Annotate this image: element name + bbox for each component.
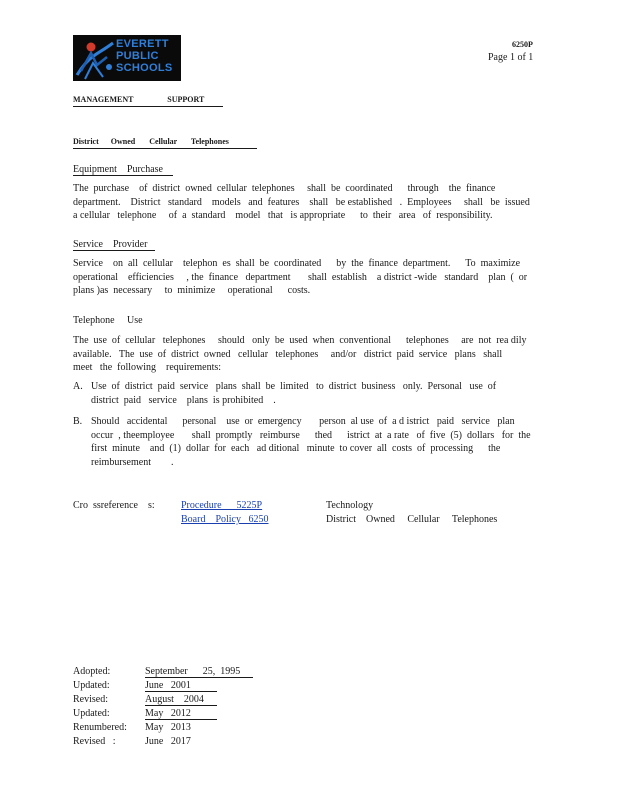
- district-logo: [73, 35, 181, 81]
- history-label: Updated:: [73, 680, 110, 691]
- policy-number: 6250P: [512, 40, 533, 49]
- category-underline: [73, 106, 223, 107]
- section-category: MANAGEMENT SUPPORT: [73, 95, 205, 104]
- swoosh-figure-icon: [73, 35, 117, 81]
- history-label: Renumbered:: [73, 722, 127, 733]
- history-date: September 25, 1995: [145, 666, 241, 677]
- history-date-underline: [145, 719, 217, 720]
- procedure-description: Technology: [326, 500, 374, 511]
- history-date-underline: [145, 705, 217, 706]
- history-date: May 2012: [145, 708, 191, 719]
- history-date-underline: [145, 677, 253, 678]
- page-indicator: Page 1 of 1: [488, 52, 534, 63]
- cross-reference-label: Cro ssreference s:: [73, 500, 155, 511]
- equipment-heading: Equipment Purchase: [73, 164, 163, 175]
- history-label: Revised :: [73, 736, 116, 747]
- history-date: May 2013: [145, 722, 191, 733]
- document-title: District Owned Cellular Telephones: [73, 137, 229, 146]
- history-date: August 2004: [145, 694, 204, 705]
- procedure-5225p-link[interactable]: Procedure 5225P: [181, 500, 263, 511]
- history-label: Revised:: [73, 694, 108, 705]
- service-paragraph: Service on all cellular telephon es shall be coordinated by the finance department. To maximize operational efficiencies , the finance department shall establish a district -wide standard plan ( or plans )as necessary to minimize operational costs.: [73, 258, 528, 296]
- telephone-use-intro: The use of cellular telephones should only be used when conventional telephones are not rea dily available. The use of district owned cellular telephones and/or district paid service plans shall meet the following requirements:: [73, 335, 527, 373]
- title-underline: [73, 148, 257, 149]
- history-date: June 2017: [145, 736, 191, 747]
- list-marker-b: B.: [73, 416, 83, 427]
- list-item-b: Should accidental personal use or emergency person al use of a d istrict paid service plan occur , theemployee shall promptly reimburse thed istrict at a rate of five (5) dollars for the first minute and (1) dollar for each ad ditional minute to cover all costs of processing the reimbursement .: [91, 416, 531, 468]
- equipment-paragraph: The purchase of district owned cellular telephones shall be coordinated through the finance department. District standard models and features shall be established . Employees shall be issued a cellular telephone of a standard model that is appropriate to their area of responsibility.: [73, 183, 530, 221]
- board-policy-description: District Owned Cellular Telephones: [326, 514, 498, 525]
- list-marker-a: A.: [73, 381, 83, 392]
- history-date-underline: [145, 691, 217, 692]
- history-label: Adopted:: [73, 666, 111, 677]
- service-heading-underline: [73, 250, 155, 251]
- equipment-heading-underline: [73, 175, 173, 176]
- telephone-use-heading: Telephone Use: [73, 315, 143, 326]
- list-item-a: Use of district paid service plans shall be limited to district business only. Personal use of district paid service plans is prohibited .: [91, 381, 497, 406]
- board-policy-6250-link[interactable]: Board Policy 6250: [181, 514, 269, 525]
- history-date: June 2001: [145, 680, 191, 691]
- service-heading: Service Provider: [73, 239, 148, 250]
- history-label: Updated:: [73, 708, 110, 719]
- logo-wordmark: EVERETT PUBLIC SCHOOLS: [116, 38, 173, 74]
